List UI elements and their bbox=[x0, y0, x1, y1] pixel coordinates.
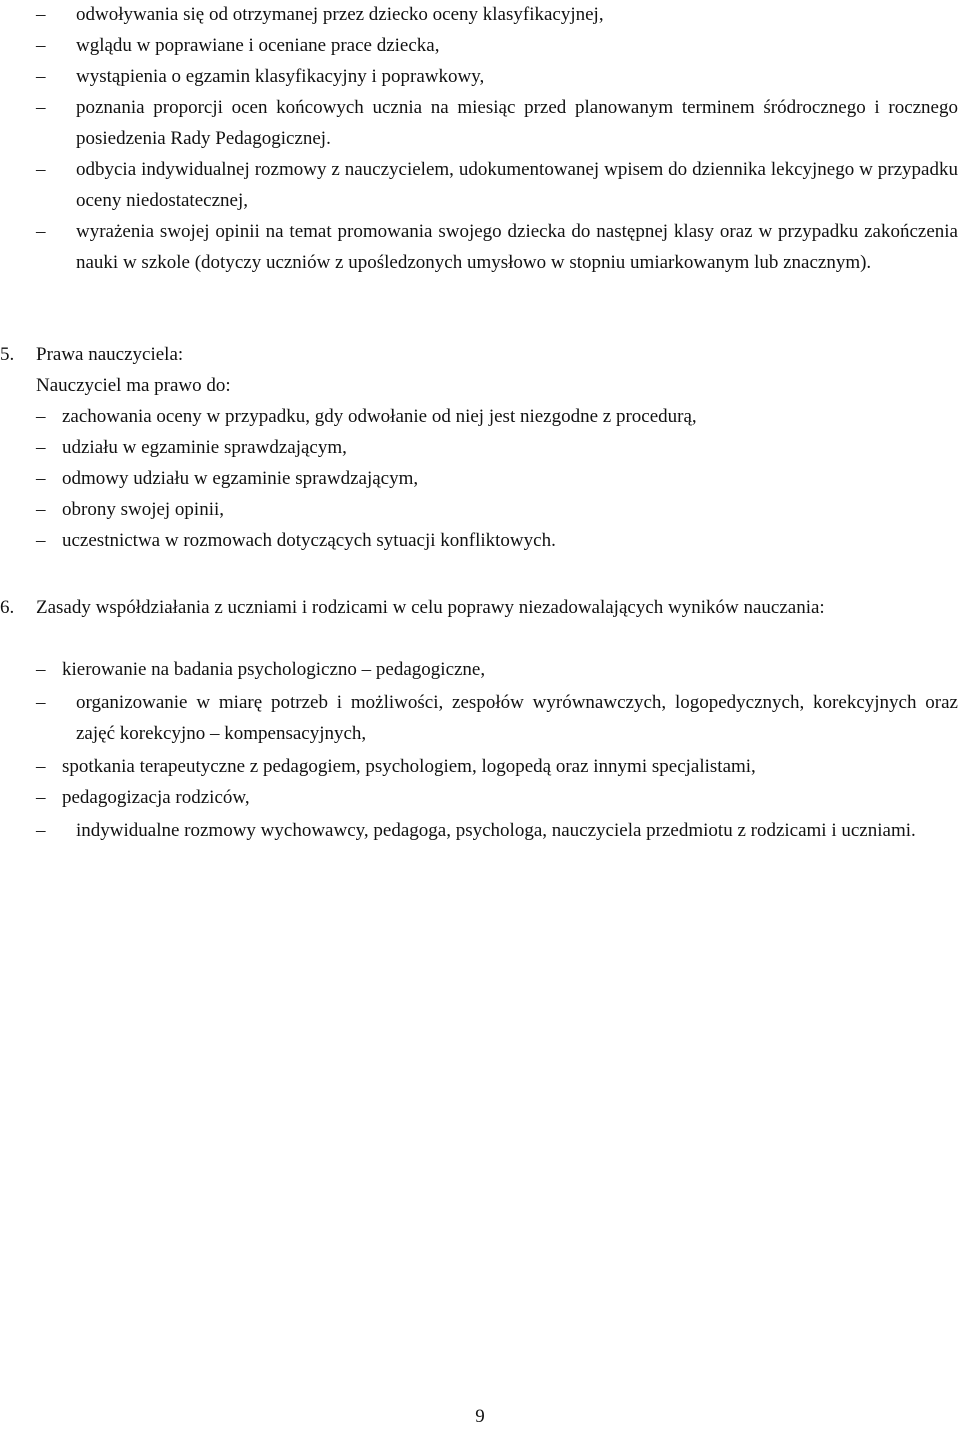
list-item bbox=[36, 815, 958, 846]
dash-bullet: – bbox=[36, 692, 46, 713]
section-heading bbox=[0, 339, 958, 370]
section-number: 6. bbox=[0, 597, 15, 618]
list-item bbox=[36, 0, 958, 30]
section-cooperation-rules bbox=[0, 592, 958, 623]
list-item-text: wglądu w poprawiane i oceniane prace dziecka, bbox=[76, 35, 440, 56]
dash-bullet: – bbox=[36, 97, 46, 118]
list-item-text: odmowy udziału w egzaminie sprawdzającym, bbox=[62, 468, 419, 489]
teacher-rights-list bbox=[36, 401, 958, 556]
parent-rights-list bbox=[36, 0, 958, 278]
section-number: 5. bbox=[0, 344, 15, 365]
cooperation-list bbox=[36, 654, 958, 846]
list-item-text: kierowanie na badania psychologiczno – pedagogiczne, bbox=[62, 659, 486, 680]
dash-bullet: – bbox=[36, 499, 46, 520]
list-item bbox=[36, 401, 958, 432]
dash-bullet: – bbox=[36, 4, 46, 25]
list-item-text: indywidualne rozmowy wychowawcy, pedagoga, psychologa, nauczyciela przedmiotu z rodzicami i uczniami. bbox=[76, 820, 916, 841]
list-item bbox=[36, 525, 958, 556]
list-item bbox=[36, 494, 958, 525]
list-item-text: obrony swojej opinii, bbox=[62, 499, 225, 520]
dash-bullet: – bbox=[36, 787, 46, 808]
dash-bullet: – bbox=[36, 35, 46, 56]
dash-bullet: – bbox=[36, 159, 46, 180]
dash-bullet: – bbox=[36, 659, 46, 680]
list-item-text: pedagogizacja rodziców, bbox=[62, 787, 250, 808]
list-item-text: wystąpienia o egzamin klasyfikacyjny i poprawkowy, bbox=[76, 66, 485, 87]
dash-bullet: – bbox=[36, 221, 46, 242]
section-title: Prawa nauczyciela: bbox=[36, 344, 184, 365]
list-item-text: odbycia indywidualnej rozmowy z nauczycielem, udokumentowanej wpisem do dziennika lekcyjnego w przypadku oceny niedostatecznej, bbox=[76, 159, 958, 211]
section-title: Zasady współdziałania z uczniami i rodzicami w celu poprawy niezadowalających wyników nauczania: bbox=[36, 597, 825, 618]
list-item-text: uczestnictwa w rozmowach dotyczących sytuacji konfliktowych. bbox=[62, 530, 556, 551]
dash-bullet: – bbox=[36, 66, 46, 87]
list-item bbox=[36, 432, 958, 463]
dash-bullet: – bbox=[36, 530, 46, 551]
section-heading bbox=[0, 592, 958, 623]
list-item-text: poznania proporcji ocen końcowych ucznia na miesiąc przed planowanym terminem śródrocznego i rocznego posiedzenia Rady Pedagogicznej. bbox=[76, 97, 958, 149]
list-item-text: spotkania terapeutyczne z pedagogiem, psychologiem, logopedą oraz innymi specjalistami, bbox=[62, 756, 756, 777]
list-item bbox=[36, 687, 958, 749]
list-item bbox=[36, 61, 958, 92]
dash-bullet: – bbox=[36, 437, 46, 458]
list-item-text: wyrażenia swojej opinii na temat promowania swojego dziecka do następnej klasy oraz w przypadku zakończenia nauki w szkole (dotyczy uczniów z upośledzonych umysłowo w stopniu umiarkowanym lub znacznym). bbox=[76, 221, 958, 273]
list-item-text: organizowanie w miarę potrzeb i możliwości, zespołów wyrównawczych, logopedycznych, korekcyjnych oraz zajęć korekcyjno – kompensacyjnych, bbox=[76, 692, 958, 744]
list-item-text: udziału w egzaminie sprawdzającym, bbox=[62, 437, 347, 458]
dash-bullet: – bbox=[36, 820, 46, 841]
list-item bbox=[36, 30, 958, 61]
list-item bbox=[36, 92, 958, 154]
list-item bbox=[36, 216, 958, 278]
list-item-text: zachowania oceny w przypadku, gdy odwołanie od niej jest niezgodne z procedurą, bbox=[62, 406, 697, 427]
dash-bullet: – bbox=[36, 468, 46, 489]
list-item-text: odwoływania się od otrzymanej przez dziecko oceny klasyfikacyjnej, bbox=[76, 4, 604, 25]
dash-bullet: – bbox=[36, 756, 46, 777]
section-intro: Nauczyciel ma prawo do: bbox=[36, 375, 231, 396]
section-teacher-rights bbox=[0, 339, 958, 401]
page-number: 9 bbox=[475, 1406, 485, 1427]
list-item bbox=[36, 654, 958, 685]
list-item bbox=[36, 782, 958, 813]
list-item bbox=[36, 463, 958, 494]
list-item bbox=[36, 751, 958, 782]
dash-bullet: – bbox=[36, 406, 46, 427]
list-item bbox=[36, 154, 958, 216]
